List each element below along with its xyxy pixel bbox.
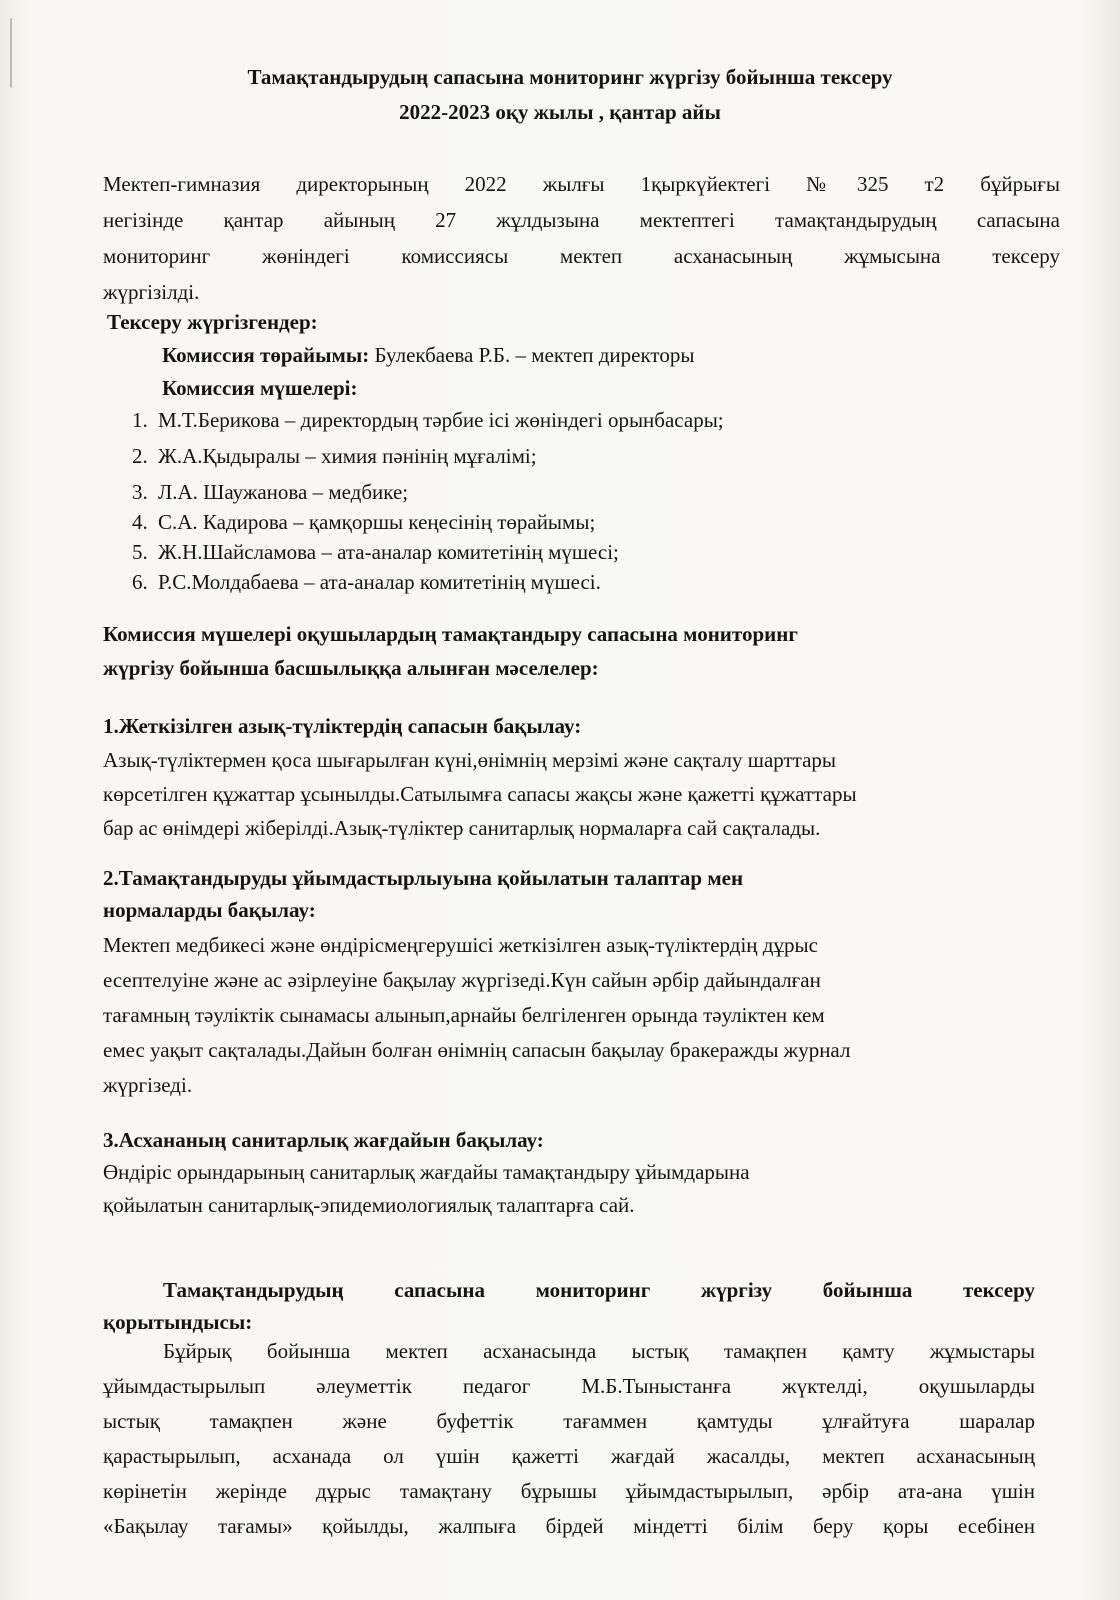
list-item: 2. Ж.А.Қыдыралы – химия пәнінің мұғалімі;	[132, 444, 537, 468]
section1-line: бар ас өнімдері жіберілді.Азық-түліктер санитарлық нормаларға сай сақталады.	[103, 816, 821, 840]
section1-line: көрсетілген құжаттар ұсынылды.Сатылымға сапасы жақсы және қажетті құжаттары	[103, 782, 857, 806]
results-line: ыстық тамақпен және буфеттік тағаммен қамтуды ұлғайтуға шаралар	[103, 1409, 1035, 1433]
commission-chair	[162, 343, 694, 368]
results-heading-line1: Тамақтандырудың сапасына мониторинг жүргізу бойынша тексеру	[163, 1278, 1035, 1302]
section2-line: есептелуіне және ас әзірлеуіне бақылау жүргізеді.Күн сайын әрбір дайындалған	[103, 968, 821, 992]
section3-heading: 3.Асхананың санитарлық жағдайын бақылау:	[103, 1128, 544, 1152]
results-heading	[103, 1274, 1035, 1338]
section1-line: Азық-түліктермен қоса шығарылған күні,өнімнің мерзімі және сақталу шарттары	[103, 748, 837, 772]
results-line: қарастырылып, асханада ол үшін қажетті жағдай жасалды, мектеп асханасының	[103, 1444, 1035, 1468]
list-item: 6. Р.С.Молдабаева – ата-аналар комитетінің мүшесі.	[132, 570, 601, 594]
chair-label: Комиссия төрайымы:	[162, 343, 370, 367]
inspectors-heading: Тексеру жүргізгендер:	[107, 310, 318, 334]
intro-line: жүргізілді.	[103, 280, 200, 304]
section2-heading-line2: нормаларды бақылау:	[103, 898, 316, 922]
results-line: көрінетін жерінде дұрыс тамақтану бұрышы ұйымдастырылып, әрбір ата-ана үшін	[103, 1479, 1035, 1503]
section3-line: қойылатын санитарлық-эпидемиологиялық талаптарға сай.	[103, 1193, 635, 1217]
section1-heading: 1.Жеткізілген азық-түліктердің сапасын бақылау:	[103, 714, 582, 738]
intro-paragraph	[103, 166, 1060, 310]
intro-line: Мектеп-гимназия директорының 2022 жылғы 1қыркүйектегі №325 т2 бұйрығы	[103, 172, 1060, 196]
intro-line: мониторинг жөніндегі комиссиясы мектеп асханасының жұмысына тексеру	[103, 244, 1060, 268]
section2-line: емес уақыт сақталады.Дайын болған өнімнің сапасын бақылау бракеражды журнал	[103, 1038, 851, 1062]
list-item: 4. С.А. Кадирова – қамқоршы кеңесінің төрайымы;	[132, 510, 596, 534]
intro-line: негізінде қантар айының 27 жұлдызына мектептегі тамақтандырудың сапасына	[103, 208, 1060, 232]
document-title-line1: Тамақтандырудың сапасына мониторинг жүргізу бойынша тексеру	[247, 65, 893, 89]
list-item: 5. Ж.Н.Шайсламова – ата-аналар комитетінің мүшесі;	[132, 540, 619, 564]
list-item: 3. Л.А. Шаужанова – медбике;	[132, 480, 409, 504]
section2-line: жүргізеді.	[103, 1073, 193, 1097]
issues-heading-line2: жүргізу бойынша басшылыққа алынған мәселелер:	[103, 656, 599, 680]
issues-heading-line1: Комиссия мүшелері оқушылардың тамақтандыру сапасына мониторинг	[103, 622, 798, 646]
section3-line: Өндіріс орындарының санитарлық жағдайы тамақтандыру ұйымдарына	[103, 1160, 750, 1184]
chair-value: Булекбаева Р.Б. – мектеп директоры	[369, 343, 695, 367]
list-item: 1. М.Т.Берикова – директордың тәрбие ісі жөніндегі орынбасары;	[132, 408, 724, 432]
section2-line: тағамның тәуліктік сынамасы алынып,арнайы белгіленген орында тәуліктен кем	[103, 1003, 825, 1027]
document-title-line2: 2022-2023 оқу жылы , қантар айы	[399, 100, 721, 124]
section2-line: Мектеп медбикесі және өндірісмеңгерушісі жеткізілген азық-түліктердің дұрыс	[103, 933, 818, 957]
members-heading: Комиссия мүшелері:	[162, 376, 358, 400]
results-heading-line2: қорытындысы:	[103, 1310, 253, 1334]
results-line: ұйымдастырылып әлеуметтік педагог М.Б.Тыныстанға жүктелді, оқушыларды	[103, 1374, 1035, 1398]
section2-heading-line1: 2.Тамақтандыруды ұйымдастырлыуына қойылатын талаптар мен	[103, 866, 744, 890]
results-line: «Бақылау тағамы» қойылды, жалпыға бірдей міндетті білім беру қоры есебінен	[103, 1514, 1035, 1538]
results-line: Бұйрық бойынша мектеп асханасында ыстық тамақпен қамту жұмыстары	[163, 1339, 1035, 1363]
results-paragraph	[103, 1334, 1035, 1544]
